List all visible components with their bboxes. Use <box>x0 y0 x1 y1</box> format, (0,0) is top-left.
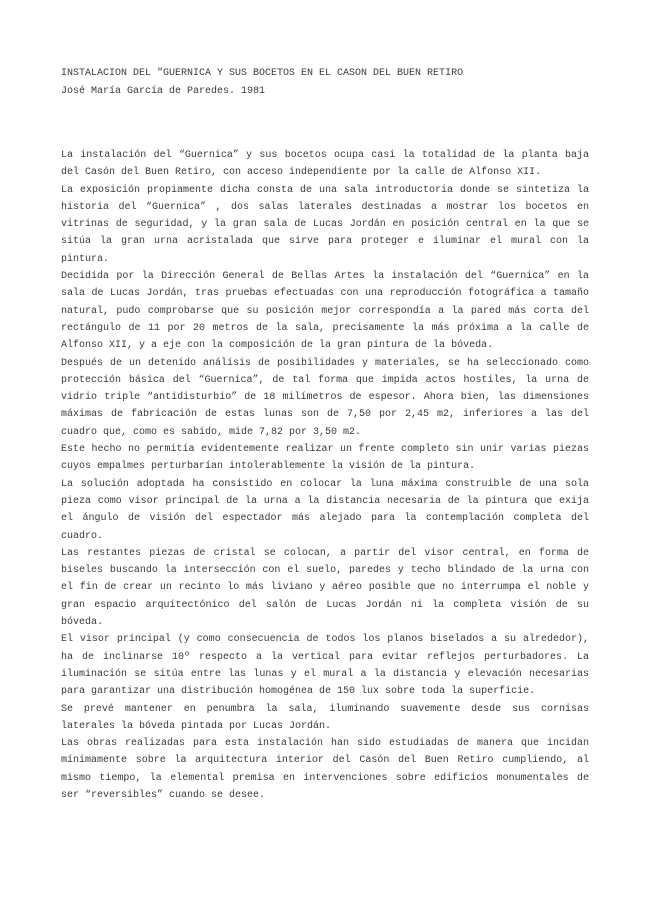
document-header <box>61 65 589 101</box>
paragraph: Se prevé mantener en penumbra la sala, iluminando suavemente desde sus cornisas laterales la bóveda pintada por Lucas Jordán. <box>61 703 589 732</box>
document-body <box>61 147 589 804</box>
paragraph: Las restantes piezas de cristal se colocan, a partir del visor central, en forma de biseles buscando la intersección con el suelo, paredes y techo blindado de la urna con el fin de crear un recinto lo más liviano y aéreo posible que no interrumpa el noble y gran espacio arquitectónico del salón de Lucas Jordán ni la completa visión de su bóveda. <box>61 547 589 629</box>
paragraph: La solución adoptada ha consistido en colocar la luna máxima construible de una sola pieza como visor principal de la urna a la distancia necesaria de la pintura que exija el ángulo de visión del espectador más alejado para la contemplación completa del cuadro. <box>61 478 589 542</box>
paragraph: La instalación del “Guernica” y sus bocetos ocupa casi la totalidad de la planta baja del Casón del Buen Retiro, con acceso independiente por la calle de Alfonso XII. <box>61 150 589 179</box>
paragraph: Las obras realizadas para esta instalación han sido estudiadas de manera que incidan mínimamente sobre la arquitectura interior del Casón del Buen Retiro cumpliendo, al mismo tiempo, la elemental premisa en intervenciones sobre edificios monumentales de ser “reversibles” cuando se desee. <box>61 738 589 801</box>
paragraph: Decidida por la Dirección General de Bellas Artes la instalación del “Guernica” en la sala de Lucas Jordán, tras pruebas efectuadas con una reproducción fotográfica a tamaño natural, pudo comprobarse que su posición mejor correspondía a la pared más corta del rectángulo de 11 por 20 metros de la sala, precisamente la más próxima a la calle de Alfonso XII, y a eje con la composición de la gran pintura de la bóveda. <box>61 271 589 352</box>
paragraph: La exposición propiamente dicha consta de una sala introductoria donde se sintetiza la historia del “Guernica” , dos salas laterales destinadas a mostrar los bocetos en vitrinas de seguridad, y la gran sala de Lucas Jordán en posición central en la que se sitúa la gran urna acristalada que sirve para proteger e iluminar el mural con la pintura. <box>61 184 589 265</box>
author-line: José María García de Paredes. 1981 <box>61 86 266 97</box>
paragraph: Este hecho no permitía evidentemente realizar un frente completo sin unir varias piezas cuyos empalmes perturbarían intolerablemente la visión de la pintura. <box>61 444 589 473</box>
paragraph: El visor principal (y como consecuencia de todos los planos biselados a su alrededor), ha de inclinarse 10º respecto a la vertical para evitar reflejos perturbadores. La iluminación se sitúa entre las lunas y el mural a la distancia y elevación necesarias para garantizar una distribución homogénea de 150 lux sobre toda la superficie. <box>61 634 589 698</box>
document-title: INSTALACION DEL "GUERNICA Y SUS BOCETOS EN EL CASON DEL BUEN RETIRO <box>61 68 464 79</box>
paragraph: Después de un detenido análisis de posibilidades y materiales, se ha seleccionado como protección básica del “Guernica”, de tal forma que impida actos hostiles, la urna de vidrio triple “antidisturbio” de 18 milímetros de espesor. Ahora bien, las dimensiones máximas de fabricación de estas lunas son de 7,50 por 2,45 m2, inferiores a las del cuadro que, como es sabido, mide 7,82 por 3,50 m2. <box>61 357 589 438</box>
